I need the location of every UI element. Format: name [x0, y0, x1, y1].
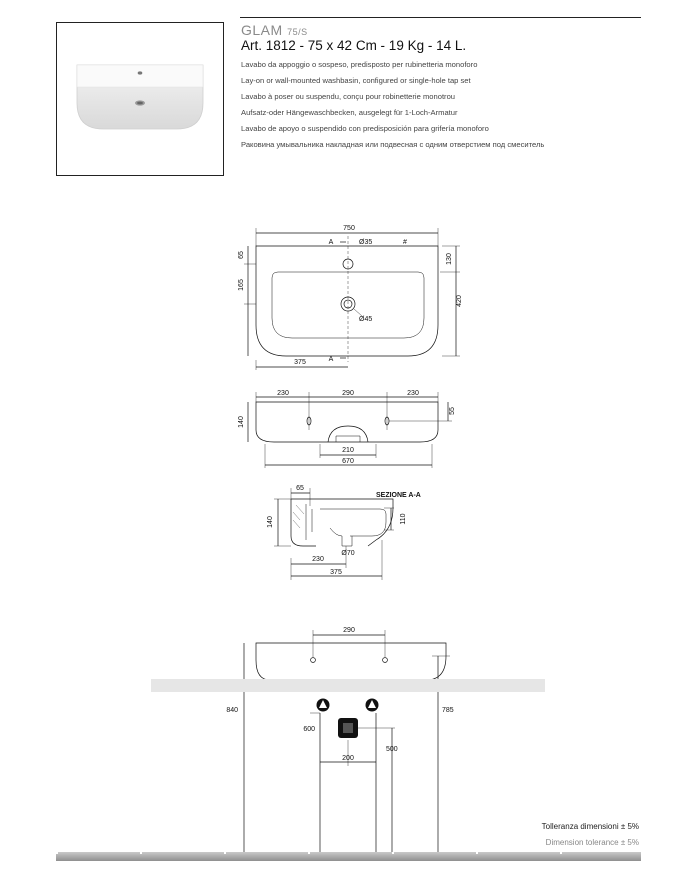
front-view-drawing: [248, 392, 452, 468]
top-hash-mark: #: [403, 239, 407, 246]
section-dim-140: 140: [267, 516, 274, 528]
wall-band: [151, 679, 545, 692]
tap-supply-right-icon: [366, 699, 379, 712]
drain-outlet-icon: [338, 718, 358, 738]
tap-supply-left-icon: [317, 699, 330, 712]
top-dim-165: 165: [238, 279, 245, 291]
front-dim-290: 290: [342, 390, 354, 397]
description-fr: Lavabo à poser ou suspendu, conçu pour robinetterie monotrou: [241, 92, 456, 101]
top-section-marker-a-bottom: A: [328, 356, 334, 363]
front-dim-55: 55: [449, 407, 456, 415]
top-dim-tap-hole: Ø35: [359, 239, 373, 246]
description-ru: Раковина умывальника накладная или подвесная с одним отверстием под смеситель: [241, 140, 545, 149]
section-dim-70: Ø70: [341, 550, 355, 557]
footer-ticks: [56, 852, 641, 854]
front-dim-230-left: 230: [277, 390, 289, 397]
top-dim-750: 750: [343, 225, 355, 232]
description-it: Lavabo da appoggio o sospeso, predisposto per rubinetteria monoforo: [241, 60, 478, 69]
tolerance-it: Tolleranza dimensioni ± 5%: [541, 822, 639, 831]
top-dim-130: 130: [446, 253, 453, 265]
install-dim-200: 200: [342, 755, 354, 762]
top-dim-420: 420: [456, 295, 463, 307]
section-dim-110: 110: [400, 513, 407, 525]
install-dim-290: 290: [343, 627, 355, 634]
top-dim-65: 65: [238, 251, 245, 259]
top-dim-375: 375: [294, 359, 306, 366]
description-de: Aufsatz-oder Hängewaschbecken, ausgelegt für 1-Loch-Armatur: [241, 108, 458, 117]
section-title: SEZIONE A-A: [376, 492, 421, 499]
section-dim-375: 375: [330, 569, 342, 576]
install-dim-840: 840: [226, 707, 238, 714]
top-dim-drain: Ø45: [359, 316, 373, 323]
section-dim-65: 65: [296, 485, 304, 492]
section-view-drawing: [274, 488, 394, 580]
tolerance-en: Dimension tolerance ± 5%: [545, 838, 639, 847]
product-name-text: GLAM: [241, 22, 283, 38]
install-dim-600: 600: [303, 726, 315, 733]
install-dim-785: 785: [442, 707, 454, 714]
install-dim-500: 500: [386, 746, 398, 753]
installation-view-drawing: [244, 630, 450, 852]
description-en: Lay-on or wall-mounted washbasin, configured or single-hole tap set: [241, 76, 471, 85]
front-dim-230-right: 230: [407, 390, 419, 397]
article-title: Art. 1812 - 75 x 42 Cm - 19 Kg - 14 L.: [241, 38, 467, 53]
front-dim-670: 670: [342, 458, 354, 465]
front-dim-140: 140: [238, 416, 245, 428]
front-dim-210: 210: [342, 447, 354, 454]
top-view-drawing: [244, 228, 460, 370]
top-section-marker-a: A: [328, 239, 334, 246]
description-es: Lavabo de apoyo o suspendido con predisposición para grifería monoforo: [241, 124, 489, 133]
section-dim-230: 230: [312, 556, 324, 563]
product-code: 75/S: [287, 27, 308, 37]
